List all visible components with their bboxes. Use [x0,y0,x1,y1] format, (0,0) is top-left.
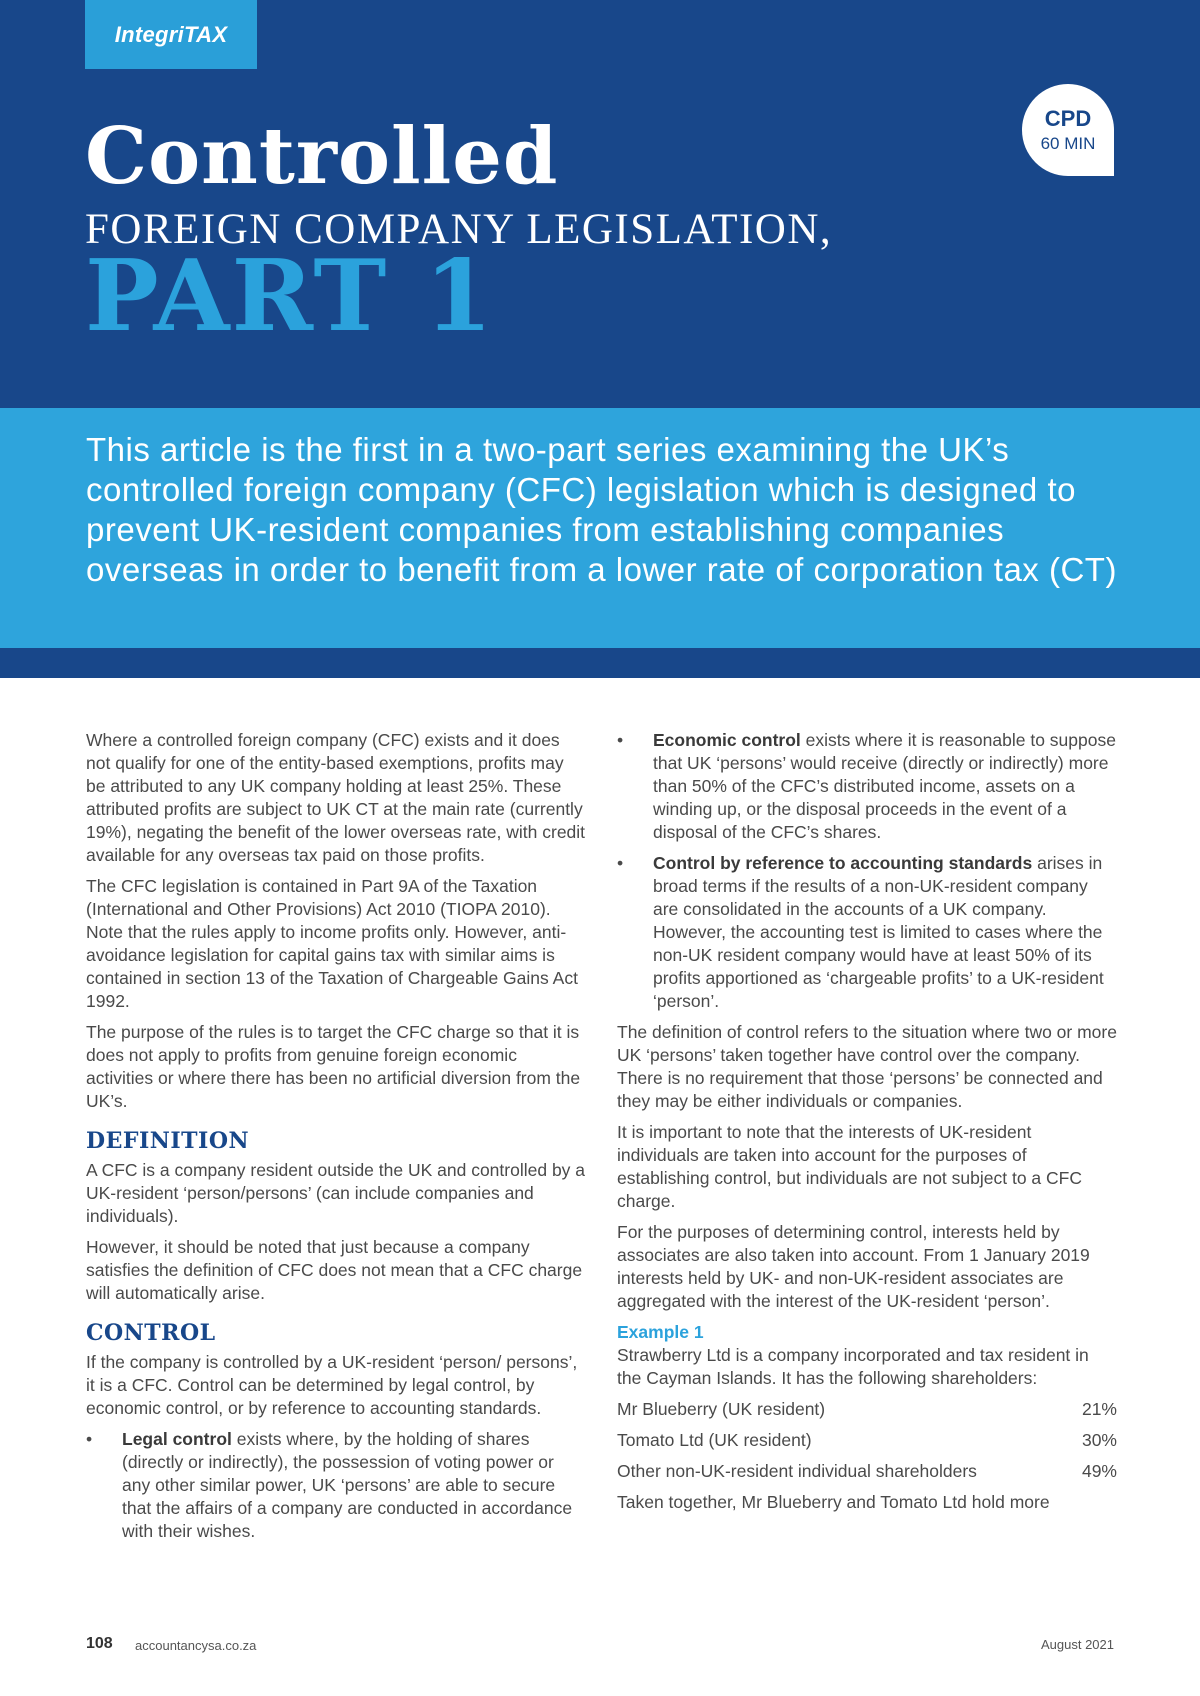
divider-band [0,648,1200,678]
shareholder-name: Other non-UK-resident individual shareholders [617,1461,977,1481]
cpd-label: CPD [1044,106,1092,131]
heading-control: CONTROL [86,1320,216,1346]
paragraph: A CFC is a company resident outside the UK and controlled by a UK-resident ‘person/persons’ (can include companies and individuals). [86,1160,586,1226]
bullet-text: arises in broad terms if the results of a non-UK-resident company are consolidated in the accounts of a UK company. However, the accounting test is limited to cases where the non-UK resident company would have at least 50% of its profits apportioned as ‘chargeable profits’ to a UK-resident ‘person’. [653,853,1104,1011]
paragraph: Where a controlled foreign company (CFC) exists and it does not qualify for one of the entity-based exemptions, profits may be attributed to any UK company holding at least 25%. These attributed profits are subject to UK CT at the main rate (currently 19%), negating the benefit of the lower overseas rate, with credit available for any overseas tax paid on those profits. [86,730,586,865]
title-line-2: FOREIGN COMPANY LEGISLATION, [85,206,833,253]
list-item [617,729,1117,844]
footer-site: accountancysa.co.za [135,1638,257,1653]
column-left [86,729,586,1551]
shareholder-row [617,1398,1117,1421]
standfirst-text: This article is the first in a two-part series examining the UK’s controlled foreign company (CFC) legislation which is designed to prevent UK-resident companies from establishing companies overseas in order to benefit from a lower rate of corporation tax (CT) [86,431,1117,588]
paragraph: Taken together, Mr Blueberry and Tomato Ltd hold more [617,1492,1050,1512]
title-line-1: Controlled [85,111,559,202]
list-item [86,1428,586,1543]
shareholder-name: Tomato Ltd (UK resident) [617,1430,812,1450]
paragraph: The purpose of the rules is to target the CFC charge so that it is does not apply to profits from genuine foreign economic activities or where there has been no artificial diversion from the UK’s. [86,1022,581,1111]
list-item [617,852,1117,1013]
standfirst-box [0,408,1200,648]
paragraph: The definition of control refers to the situation where two or more UK ‘persons’ taken together have control over the company. There is no requirement that those ‘persons’ be connected and they may be either individuals or companies. [617,1022,1117,1111]
hero-banner [0,0,1200,408]
bullet-term: Legal control [122,1429,232,1449]
bullet-text: exists where, by the holding of shares (directly or indirectly), the possession of voting power or any other similar power, UK ‘persons’ are able to secure that the affairs of a company are conducted in accordance with their wishes. [122,1429,573,1541]
shareholder-pct: 30% [1081,1430,1117,1450]
brand-logo: IntegriTAX [85,0,257,69]
example-heading: Example 1 [617,1322,704,1342]
shareholder-row [617,1429,1117,1452]
shareholder-pct: 21% [1081,1399,1117,1419]
paragraph: The CFC legislation is contained in Part 9A of the Taxation (International and Other Provisions) Act 2010 (TIOPA 2010). Note that the rules apply to income profits only. However, anti-avoidance legislation for capital gains tax with similar aims is contained in section 13 of the Taxation of Chargeable Gains Act 1992. [86,876,578,1011]
paragraph: For the purposes of determining control, interests held by associates are also taken into account. From 1 January 2019 interests held by UK- and non-UK-resident associates are aggregated with the interest of the UK-resident ‘person’. [617,1222,1090,1311]
bullet-list [617,729,1117,1013]
cpd-badge [1022,84,1114,176]
cpd-duration: 60 MIN [1040,134,1096,153]
shareholder-pct: 49% [1081,1461,1117,1481]
column-right [617,729,1117,1522]
bullet-term: Control by reference to accounting standards [653,853,1033,873]
shareholder-name: Mr Blueberry (UK resident) [617,1399,826,1419]
paragraph: If the company is controlled by a UK-resident ‘person/ persons’, it is a CFC. Control can be determined by legal control, by economic control, or by reference to accounting standards. [86,1352,578,1418]
paragraph: However, it should be noted that just because a company satisfies the definition of CFC does not mean that a CFC charge will automatically arise. [86,1237,583,1303]
bullet-list [86,1428,586,1543]
bullet-text: exists where it is reasonable to suppose that UK ‘persons’ would receive (directly or indirectly) more than 50% of the CFC’s distributed income, assets on a winding up, or the disposal proceeds in the event of a disposal of the CFC’s shares. [653,730,1116,842]
title-line-3: PART 1 [85,239,495,354]
page-number: 108 [86,1635,113,1652]
example-text: Strawberry Ltd is a company incorporated and tax resident in the Cayman Islands. It has the following shareholders: [617,1345,1089,1388]
bullet-term: Economic control [653,730,801,750]
shareholder-row [617,1460,1117,1483]
footer-date: August 2021 [1040,1637,1114,1652]
heading-definition: DEFINITION [86,1128,250,1154]
paragraph: It is important to note that the interests of UK-resident individuals are taken into account for the purposes of establishing control, but individuals are not subject to a CFC charge. [617,1122,1082,1211]
